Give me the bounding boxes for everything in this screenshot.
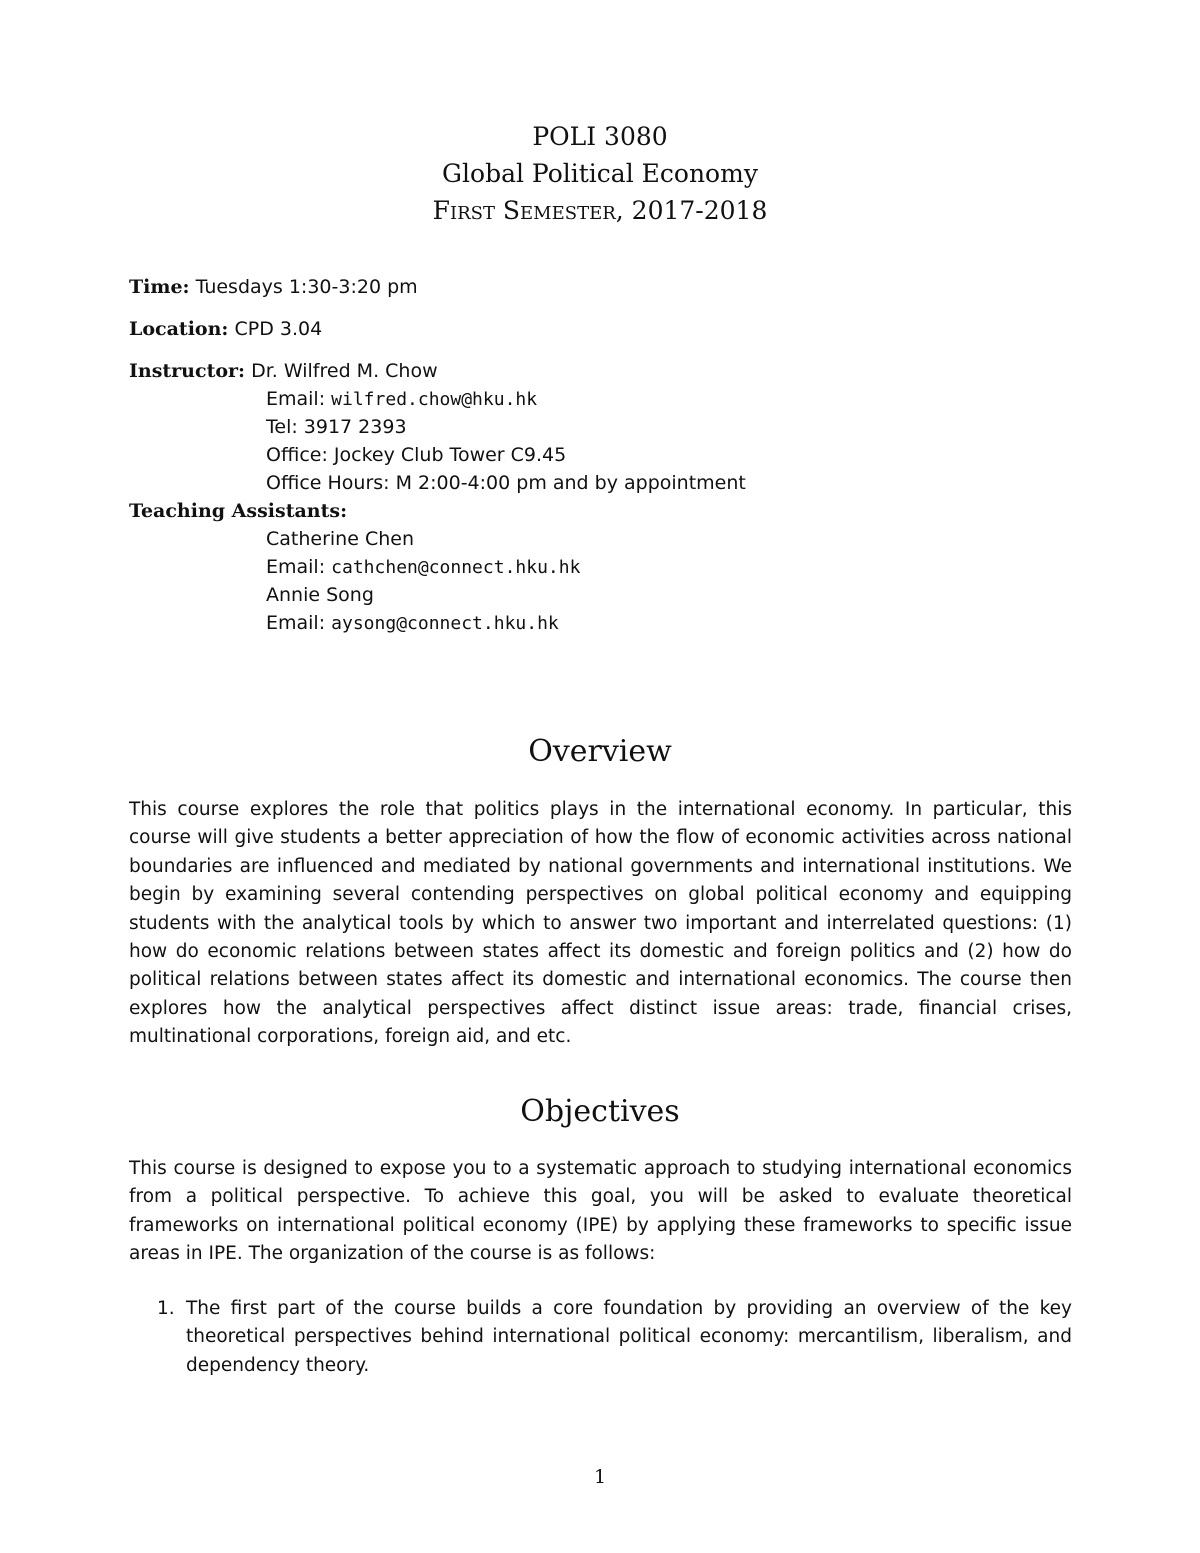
instructor-row (129, 360, 438, 382)
instructor-label: Instructor: (129, 360, 246, 382)
semester: First Semester, 2017-2018 (432, 196, 768, 225)
instructor-name: Dr. Wilfred M. Chow (251, 360, 438, 382)
instructor-email-label: Email: (266, 388, 326, 410)
ta-email-label: Email: (266, 612, 326, 634)
objectives-list-item (157, 1295, 1072, 1380)
ta-email-label: Email: (266, 556, 326, 578)
objectives-paragraph: This course is designed to expose you to a systematic approach to studying international economics from a political perspective. To achieve this goal, you will be asked to evaluate theoretical frameworks on international political economy (IPE) by applying these frameworks to specific issue areas in IPE. The organization of the course is as follows: (129, 1158, 1072, 1265)
location-value: CPD 3.04 (234, 318, 323, 340)
overview-heading: Overview (528, 734, 672, 769)
instructor-email-row (266, 388, 537, 410)
objectives-heading: Objectives (520, 1094, 680, 1129)
ta-label: Teaching Assistants: (129, 500, 348, 522)
ta-name: Catherine Chen (266, 528, 414, 550)
location-row (129, 318, 322, 340)
course-title: Global Political Economy (442, 159, 758, 188)
time-row (129, 276, 418, 298)
ta-email-row (266, 556, 580, 578)
instructor-email[interactable]: wilfred.chow@hku.hk (331, 389, 538, 410)
instructor-office-hours: Office Hours: M 2:00-4:00 pm and by appointment (266, 472, 746, 494)
ta-email[interactable]: aysong@connect.hku.hk (331, 613, 559, 634)
ta-name: Annie Song (266, 584, 374, 606)
ta-row (129, 500, 347, 522)
course-code: POLI 3080 (532, 122, 668, 151)
instructor-tel: Tel: 3917 2393 (266, 416, 407, 438)
page-number: 1 (593, 1466, 607, 1488)
instructor-office: Office: Jockey Club Tower C9.45 (266, 444, 567, 466)
list-item-number: 1. (157, 1298, 175, 1319)
syllabus-header (0, 118, 1200, 229)
ta-email-row (266, 612, 559, 634)
overview-paragraph: This course explores the role that politics plays in the international economy. In particular, this course will give students a better appreciation of how the flow of economic activities across national boundaries are influenced and mediated by national governments and international institutions. We begin by examining several contending perspectives on global political economy and equipping students with the analytical tools by which to answer two important and interrelated questions: (1) how do economic relations between states affect its domestic and foreign politics and (2) how do political relations between states affect its domestic and international economics. The course then explores how the analytical perspectives affect distinct issue areas: trade, financial crises, multinational corporations, foreign aid, and etc. (129, 799, 1072, 1048)
time-value: Tuesdays 1:30-3:20 pm (195, 276, 418, 298)
location-label: Location: (129, 318, 229, 340)
ta-email[interactable]: cathchen@connect.hku.hk (331, 557, 581, 578)
list-item-text: The first part of the course builds a core foundation by providing an overview of the key theoretical perspectives behind international political economy: mercantilism, liberalism, and dependency theory. (186, 1298, 1072, 1376)
time-label: Time: (129, 276, 190, 298)
